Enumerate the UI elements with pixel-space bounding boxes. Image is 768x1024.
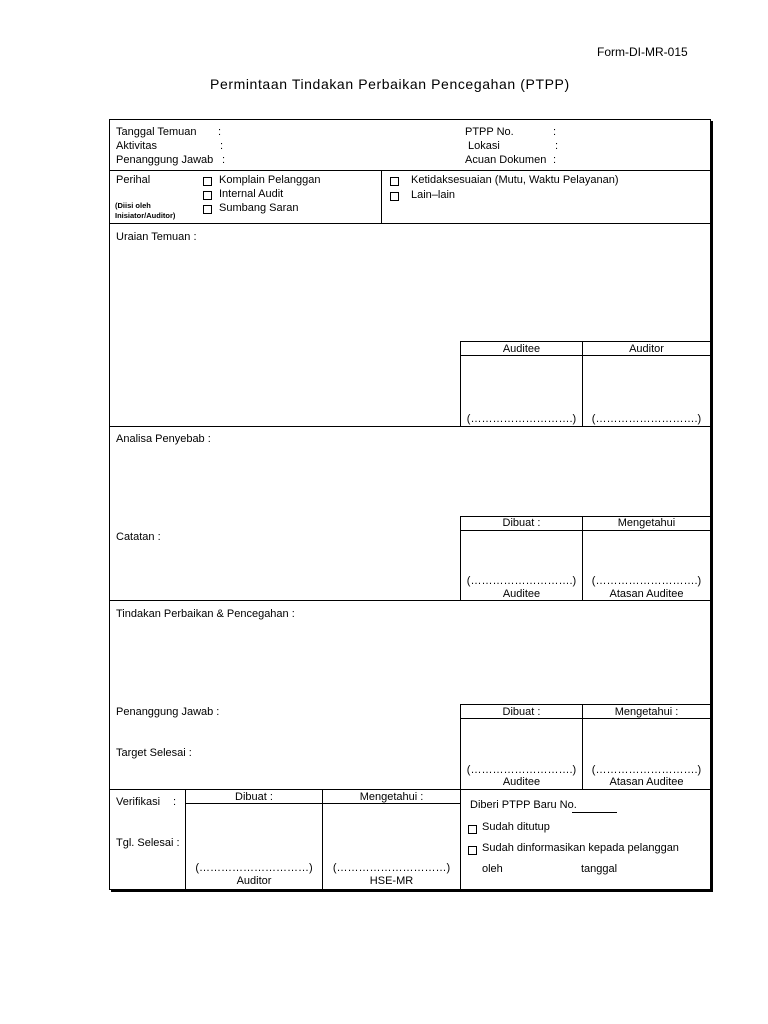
checkbox-komplain[interactable] bbox=[203, 177, 212, 186]
sign-box-line bbox=[460, 790, 461, 890]
sign-header-dibuat: Dibuat : bbox=[235, 791, 273, 803]
sign-dots-auditor: (……………………….) bbox=[591, 413, 702, 425]
analisa-penyebab-label: Analisa Penyebab : bbox=[116, 433, 211, 445]
sign-box-line bbox=[460, 355, 710, 356]
divider bbox=[110, 789, 710, 790]
sign-box-line bbox=[460, 718, 710, 719]
catatan-label: Catatan : bbox=[116, 531, 161, 543]
sign-name-atasan: Atasan Auditee bbox=[609, 588, 684, 600]
tgl-selesai-label: Tgl. Selesai : bbox=[116, 837, 180, 849]
sign-box-line bbox=[460, 341, 710, 342]
sign-header-dibuat: Dibuat : bbox=[502, 517, 541, 529]
colon: : bbox=[218, 126, 222, 138]
option-ketidaksesuaian: Ketidaksesuaian (Mutu, Waktu Pelayanan) bbox=[411, 174, 619, 186]
divider bbox=[110, 223, 710, 224]
uraian-temuan-label: Uraian Temuan : bbox=[116, 231, 197, 243]
colon: : bbox=[555, 140, 559, 152]
colon: : bbox=[553, 126, 557, 138]
option-sumbang-saran: Sumbang Saran bbox=[219, 202, 299, 214]
sign-header-auditor: Auditor bbox=[629, 343, 664, 355]
sign-dots-auditee: (……………………….) bbox=[466, 413, 577, 425]
divider bbox=[110, 600, 710, 601]
divider bbox=[110, 170, 710, 171]
sign-box-line bbox=[185, 889, 461, 890]
sign-box-line bbox=[185, 803, 461, 804]
sign-header-dibuat: Dibuat : bbox=[502, 706, 541, 718]
checkbox-internal-audit[interactable] bbox=[203, 191, 212, 200]
sign-dots-auditee: (……………………….) bbox=[466, 575, 577, 587]
colon: : bbox=[553, 154, 557, 166]
sign-box-line bbox=[460, 704, 710, 705]
penanggung-jawab-tindakan-label: Penanggung Jawab : bbox=[116, 706, 220, 718]
sign-name-auditee: Auditee bbox=[502, 776, 541, 788]
sign-header-mengetahui: Mengetahui : bbox=[614, 706, 679, 718]
sign-dots-atasan: (……………………….) bbox=[591, 575, 702, 587]
sign-dots-atasan: (……………………….) bbox=[591, 764, 702, 776]
sign-dots-auditee: (……………………….) bbox=[466, 764, 577, 776]
sign-name-hse: HSE-MR bbox=[369, 875, 414, 887]
sign-header-mengetahui: Mengetahui : bbox=[359, 791, 424, 803]
checkbox-sudah-ditutup[interactable] bbox=[468, 825, 477, 834]
lokasi-label: Lokasi bbox=[468, 140, 500, 152]
sign-box-line bbox=[322, 790, 323, 890]
sign-name-auditor: Auditor bbox=[236, 875, 272, 887]
sign-dots-hse: (…………………………) bbox=[332, 862, 451, 874]
form-title: Permintaan Tindakan Perbaikan Pencegahan (PTPP) bbox=[210, 76, 570, 92]
divider-perihal bbox=[381, 171, 382, 223]
sign-name-auditee: Auditee bbox=[502, 588, 541, 600]
sudah-ditutup-label: Sudah ditutup bbox=[482, 821, 550, 833]
sign-header-auditee: Auditee bbox=[502, 343, 541, 355]
sign-header-mengetahui: Mengetahui bbox=[617, 517, 676, 529]
perihal-note: (Diisi oleh Inisiator/Auditor) bbox=[115, 201, 176, 220]
form-code: Form-DI-MR-015 bbox=[597, 45, 688, 59]
tanggal-label: tanggal bbox=[581, 863, 618, 875]
tindakan-label: Tindakan Perbaikan & Pencegahan : bbox=[116, 608, 295, 620]
colon: : bbox=[173, 796, 177, 808]
option-lain-lain: Lain–lain bbox=[411, 189, 456, 201]
verifikasi-label: Verifikasi bbox=[116, 796, 161, 808]
tanggal-temuan-label: Tanggal Temuan bbox=[116, 126, 197, 138]
option-internal-audit: Internal Audit bbox=[219, 188, 284, 200]
checkbox-sumbang-saran[interactable] bbox=[203, 205, 212, 214]
aktivitas-label: Aktivitas bbox=[116, 140, 157, 152]
checkbox-lain-lain[interactable] bbox=[390, 192, 399, 201]
penanggung-jawab-label: Penanggung Jawab bbox=[116, 154, 214, 166]
ptpp-no-label: PTPP No. bbox=[465, 126, 514, 138]
target-selesai-label: Target Selesai : bbox=[116, 747, 192, 759]
colon: : bbox=[222, 154, 226, 166]
sudah-diinformasikan-label: Sudah dinformasikan kepada pelanggan bbox=[482, 842, 679, 854]
colon: : bbox=[220, 140, 224, 152]
sign-box-line bbox=[185, 790, 186, 890]
divider bbox=[110, 426, 710, 427]
sign-box-line bbox=[460, 530, 710, 531]
option-komplain: Komplain Pelanggan bbox=[219, 174, 321, 186]
sign-dots-auditor: (…………………………) bbox=[195, 862, 313, 874]
oleh-label: oleh bbox=[482, 863, 503, 875]
perihal-label: Perihal bbox=[116, 174, 151, 186]
diberi-ptpp-baru-label: Diberi PTPP Baru No. bbox=[470, 799, 577, 811]
checkbox-sudah-diinformasikan[interactable] bbox=[468, 846, 477, 855]
acuan-dokumen-label: Acuan Dokumen bbox=[465, 154, 547, 166]
checkbox-ketidaksesuaian[interactable] bbox=[390, 177, 399, 186]
ptpp-baru-no-field[interactable] bbox=[572, 812, 617, 813]
sign-name-atasan: Atasan Auditee bbox=[609, 776, 684, 788]
